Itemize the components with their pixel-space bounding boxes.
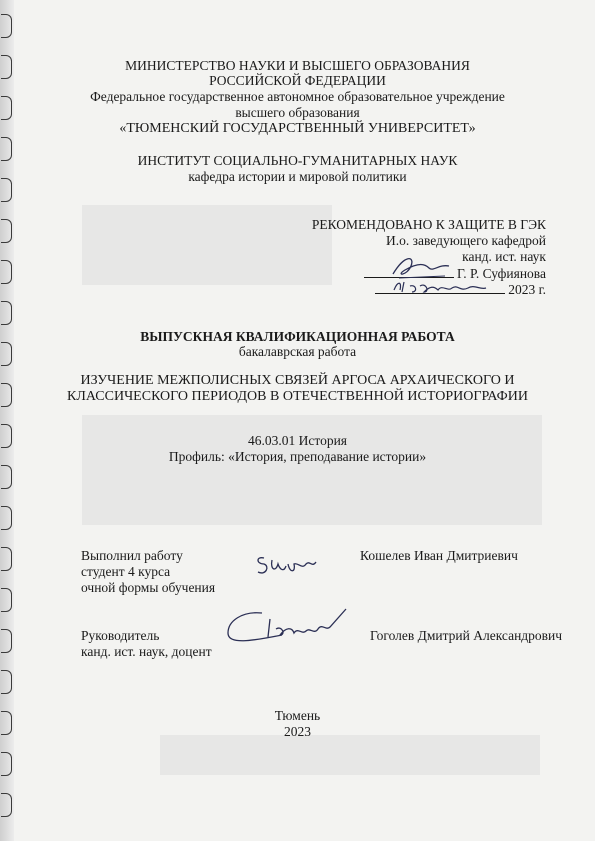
supervisor-name: Гоголев Дмитрий Александрович [370, 628, 563, 643]
author-name: Кошелев Иван Дмитриевич [360, 548, 518, 563]
work-title-line-2: КЛАССИЧЕСКОГО ПЕРИОДОВ В ОТЕЧЕСТВЕННОЙ ИСТОРИОГРАФИИ [67, 389, 528, 404]
binding-ring [1, 219, 12, 243]
binding-ring [1, 301, 12, 325]
approval-degree: канд. ист. наук [462, 249, 546, 264]
institute-name: ИНСТИТУТ СОЦИАЛЬНО-ГУМАНИТАРНЫХ НАУК [137, 153, 458, 168]
city: Тюмень [274, 708, 321, 723]
author-label-1: Выполнил работу [81, 548, 183, 563]
binding-ring [1, 793, 12, 817]
approval-date-handwriting [390, 276, 490, 298]
binding-ring [1, 465, 12, 489]
ministry-line-1: МИНИСТЕРСТВО НАУКИ И ВЫСШЕГО ОБРАЗОВАНИЯ [125, 58, 470, 73]
binding-ring [1, 752, 12, 776]
department-name: кафедра истории и мировой политики [188, 169, 407, 184]
binding-ring [1, 260, 12, 284]
approval-year: 2023 г. [508, 282, 546, 297]
bleed-through-block [82, 415, 542, 525]
year: 2023 [284, 724, 311, 739]
supervisor-signature [222, 605, 352, 655]
ministry-line-4: высшего образования [235, 105, 360, 120]
binding-ring [1, 547, 12, 571]
approval-role: И.о. заведующего кафедрой [386, 233, 546, 248]
author-signature [250, 550, 320, 586]
binding-ring [1, 588, 12, 612]
work-type: ВЫПУСКНАЯ КВАЛИФИКАЦИОННАЯ РАБОТА [140, 329, 455, 344]
binding-ring [1, 14, 12, 38]
university-name: «ТЮМЕНСКИЙ ГОСУДАРСТВЕННЫЙ УНИВЕРСИТЕТ» [119, 121, 476, 136]
work-level: бакалаврская работа [238, 344, 357, 359]
approval-name: Г. Р. Суфиянова [456, 266, 546, 281]
approval-title: РЕКОМЕНДОВАНО К ЗАЩИТЕ В ГЭК [311, 217, 546, 232]
binding-ring [1, 506, 12, 530]
ministry-line-2: РОССИЙСКОЙ ФЕДЕРАЦИИ [209, 73, 386, 88]
supervisor-label-1: Руководитель [81, 628, 160, 643]
ministry-line-3: Федеральное государственное автономное образовательное учреждение [90, 89, 505, 104]
profile: Профиль: «История, преподавание истории» [168, 449, 427, 464]
supervisor-label-2: канд. ист. наук, доцент [81, 644, 212, 659]
specialty-code: 46.03.01 История [247, 433, 348, 448]
binding-ring [1, 670, 12, 694]
bleed-through-block [82, 205, 332, 285]
bleed-through-block [160, 735, 540, 775]
binding-ring [1, 629, 12, 653]
work-title-line-1: ИЗУЧЕНИЕ МЕЖПОЛИСНЫХ СВЯЗЕЙ АРГОСА АРХАИЧЕСКОГО И [80, 373, 515, 388]
author-label-2: студент 4 курса [81, 564, 171, 579]
author-label-3: очной формы обучения [81, 580, 216, 595]
